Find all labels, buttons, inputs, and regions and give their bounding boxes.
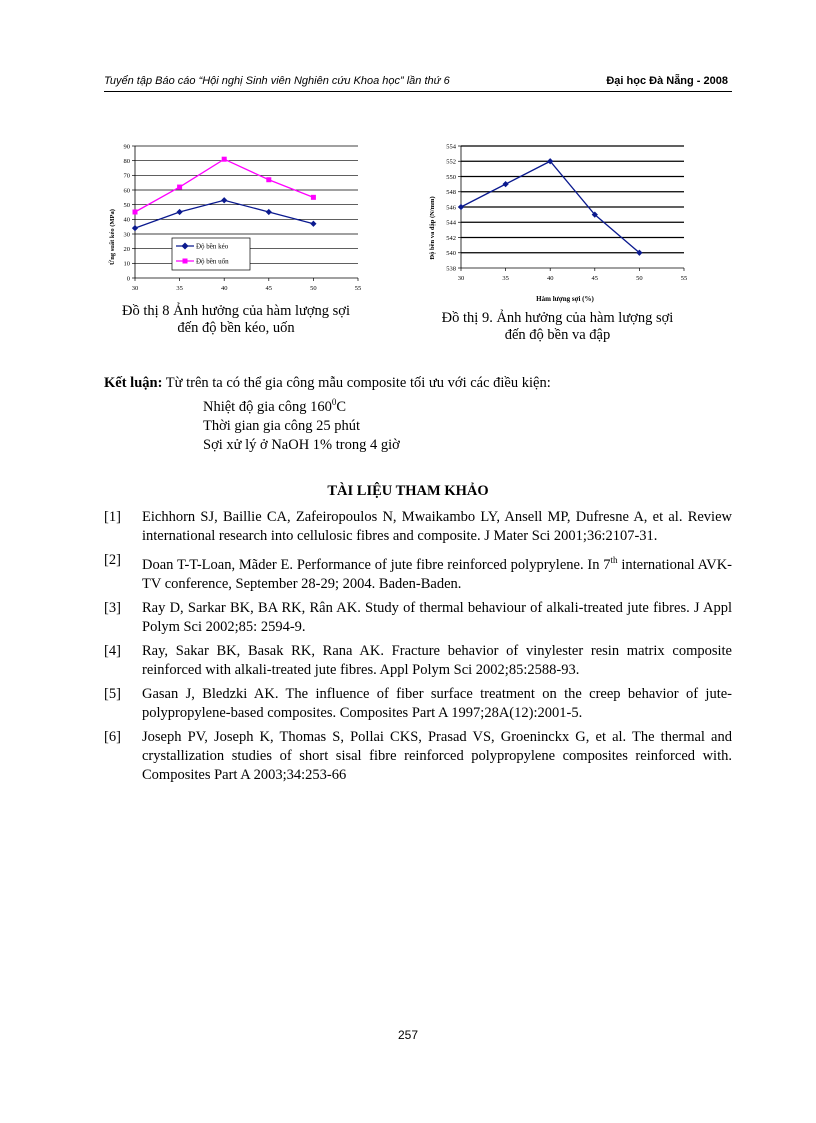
page-header <box>104 73 732 92</box>
c1-y-tick-label: 60 <box>123 187 130 195</box>
c2-x-tick-label: 55 <box>680 275 688 282</box>
c2-y-tick-label: 538 <box>446 265 456 273</box>
c1-data-point <box>310 221 316 227</box>
c1-y-tick-label: 90 <box>123 143 130 151</box>
chart1-x-ticks <box>132 278 362 292</box>
reference-item: [1] Eichhorn SJ, Baillie CA, Zafeiropoulos N, Mwaikambo LY, Ansell MP, Dufresne A, et al. Review international research into cellulosic fibres and composite. J Mater Sci 2001;36:2107-31. <box>104 509 732 544</box>
c2-y-tick-label: 548 <box>446 189 456 197</box>
reference-item: [3] Ray D, Sarkar BK, BA RK, Rân AK. Study of thermal behaviour of alkali-treated jute fibres. J Appl Polym Sci 2002;85: 2594-9. <box>104 599 732 635</box>
c2-x-tick-label: 35 <box>502 275 509 282</box>
c2-y-tick-label: 554 <box>446 143 456 151</box>
chart1-legend <box>172 238 250 270</box>
condition-fiber: Sợi xử lý ở NaOH 1% trong 4 giờ <box>203 436 400 453</box>
c2-y-tick-label: 552 <box>446 158 456 166</box>
c1-x-tick-label: 40 <box>220 285 228 292</box>
reference-item: [6] Joseph PV, Joseph K, Thomas S, Pollai CKS, Prasad VS, Groeninckx G, et al. The thermal and crystallization studies of short sisal fibre reinforced polypropylene composites reinforced with. Composites Part A 2003;34:253-66 <box>104 728 732 783</box>
chart2-gridlines <box>461 146 684 268</box>
c1-series-line-1 <box>135 159 313 212</box>
c1-y-tick-label: 10 <box>123 260 130 268</box>
chart2-x-axis-label: Hàm lượng sợi (%) <box>536 295 594 303</box>
c2-data-point <box>502 181 508 187</box>
chart2-x-ticks <box>458 268 688 282</box>
c1-data-point <box>222 157 227 162</box>
c1-y-tick-label: 0 <box>126 275 130 283</box>
c2-x-tick-label: 50 <box>636 275 643 282</box>
c1-y-tick-label: 70 <box>123 172 130 180</box>
reference-item: [2] Doan T-T-Loan, Mãder E. Performance of jute fibre reinforced polyprylene. In 7th international AVK-TV conference, September 28-29; 2004. Baden-Baden. <box>104 552 732 592</box>
c1-data-point <box>311 195 316 200</box>
condition-temperature: Nhiệt độ gia công $160^0C$ <box>203 397 347 415</box>
references-list <box>104 508 732 790</box>
c1-data-point <box>177 185 182 190</box>
conclusion-label: Kết luận: <box>104 375 163 391</box>
chart-impact-strength <box>420 138 710 308</box>
page-number: 257 <box>397 1028 419 1042</box>
c2-x-tick-label: 40 <box>546 275 554 282</box>
c1-data-point <box>133 210 138 215</box>
c2-data-point <box>458 204 464 210</box>
conclusion-section <box>104 374 551 455</box>
c1-x-tick-label: 30 <box>131 285 139 292</box>
chart1-caption <box>96 303 376 337</box>
chart1-caption-line2: đến độ bền kéo, uốn <box>177 320 295 336</box>
reference-item: [4] Ray, Sakar BK, Basak RK, Rana AK. Fracture behavior of vinylester resin matrix composite reinforced with alkali-treated jute fibres. Appl Polym Sci 2002;85:2588-93. <box>104 642 732 678</box>
c2-y-tick-label: 546 <box>446 204 456 212</box>
c1-x-tick-label: 50 <box>310 285 317 292</box>
c2-x-tick-label: 45 <box>591 275 599 282</box>
chart2-caption-line1: Đồ thị 9. Ảnh hưởng của hàm lượng sợi <box>441 310 674 326</box>
header-university: Đại học Đà Nẵng - 2008 <box>606 75 728 87</box>
c2-y-tick-label: 542 <box>446 234 456 242</box>
c1-data-point <box>221 197 227 203</box>
c1-y-tick-label: 30 <box>123 231 130 239</box>
chart2-caption <box>415 310 700 344</box>
legend-marker-flexural <box>183 259 188 264</box>
c2-y-tick-label: 550 <box>446 173 456 181</box>
c2-y-tick-label: 540 <box>446 250 456 258</box>
c1-data-point <box>266 209 272 215</box>
chart-tensile-flexural <box>100 138 390 300</box>
c1-y-tick-label: 50 <box>123 201 130 209</box>
c1-x-tick-label: 45 <box>265 285 273 292</box>
chart2-y-axis-label: Độ bền va đập (N/mm) <box>429 196 436 260</box>
chart2-caption-line2: đến độ bền va đập <box>504 327 611 343</box>
c1-y-tick-label: 80 <box>123 157 130 165</box>
c1-data-point <box>176 209 182 215</box>
conclusion-intro: Từ trên ta có thể gia công mẫu composite tối ưu với các điều kiện: <box>162 375 551 391</box>
chart1-caption-line1: Đồ thị 8 Ảnh hưởng của hàm lượng sợi <box>121 303 350 319</box>
c2-y-tick-label: 544 <box>446 219 456 227</box>
c1-x-tick-label: 35 <box>176 285 183 292</box>
c1-data-point <box>132 225 138 231</box>
c1-data-point <box>266 177 271 182</box>
references-title: TÀI LIỆU THAM KHẢO <box>327 483 489 499</box>
chart1-series <box>132 157 317 232</box>
c1-x-tick-label: 55 <box>354 285 362 292</box>
reference-item: [5] Gasan J, Bledzki AK. The influence of fiber surface treatment on the creep behavior of jute-polypropylene-based composites. Composites Part A 1997;28A(12):2001-5. <box>104 685 732 721</box>
header-conference-title: Tuyển tập Báo cáo “Hội nghị Sinh viên Nghiên cứu Khoa học” lần thứ 6 <box>104 75 450 87</box>
c2-x-tick-label: 30 <box>457 275 465 282</box>
chart1-y-axis-label: Ứng suất kéo (MPa) <box>109 209 116 265</box>
legend-label-tensile: Độ bền kéo <box>196 242 229 251</box>
c1-y-tick-label: 40 <box>123 216 130 224</box>
legend-label-flexural: Độ bền uốn <box>196 257 229 266</box>
c1-y-tick-label: 20 <box>123 245 130 253</box>
condition-time: Thời gian gia công 25 phút <box>203 417 361 434</box>
